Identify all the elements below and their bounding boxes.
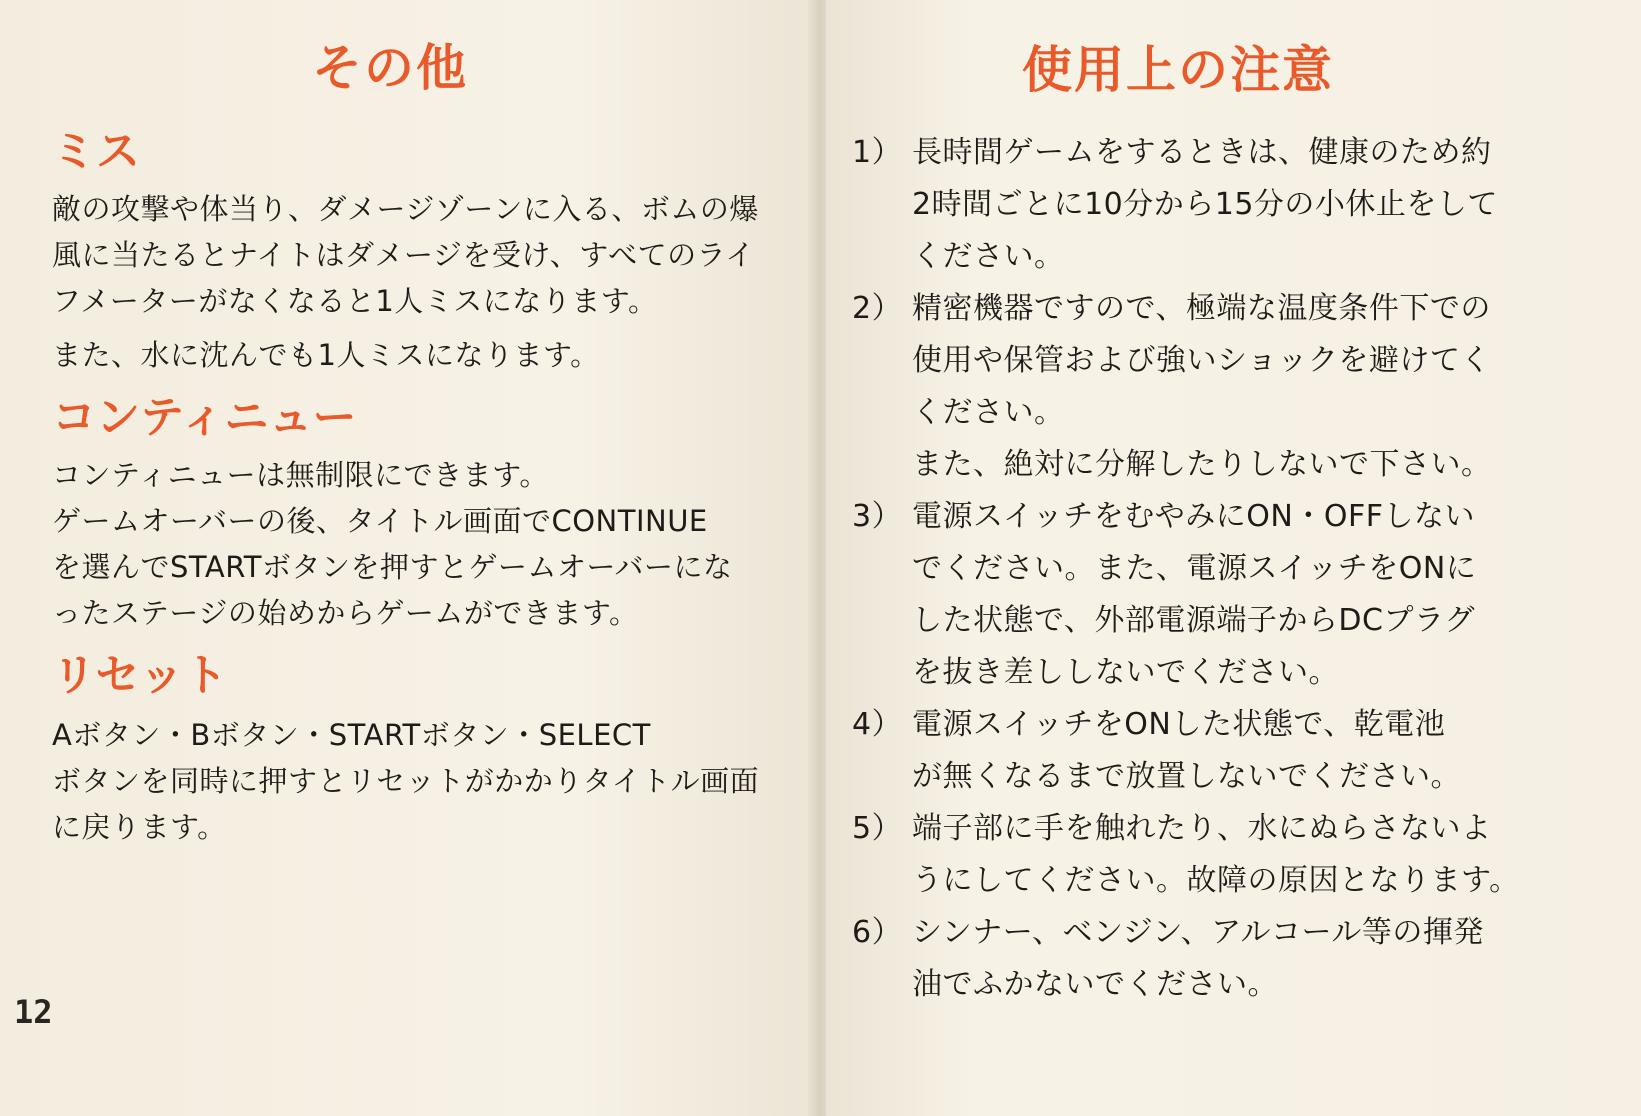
right-page-title: 使用上の注意 [1022,41,1334,99]
body-line: 敵の攻撃や体当り、ダメージゾーンに入る、ボムの爆 [52,192,759,226]
caution-item [852,803,1612,907]
caution-number: 3） [852,499,903,534]
section-heading-miss: ミス [52,126,140,177]
body-line: を選んでSTARTボタンを押すとゲームオーバーにな [52,550,733,584]
body-line: ボタンを同時に押すとリセットがかかりタイトル画面 [52,764,760,798]
caution-number: 4） [852,707,903,742]
caution-number: 5） [852,811,903,846]
body-line: に戻ります。 [52,810,227,844]
body-line: また、水に沈んでも1人ミスになります。 [52,338,600,372]
body-line: フメーターがなくなると1人ミスになります。 [52,284,658,318]
caution-line: また、絶対に分解したりしないで下さい。 [912,447,1492,482]
left-page-title: その他 [312,39,468,97]
body-line: コンティニューは無制限にできます。 [52,458,549,492]
caution-number: 1） [852,135,903,170]
caution-number: 2） [852,291,903,326]
caution-line: ください。 [912,239,1065,274]
caution-item [852,699,1612,803]
caution-line: 端子部に手を触れたり、水にぬらさないよ [912,811,1492,846]
caution-list [852,127,1612,1011]
page-number: 12 [14,993,53,1031]
caution-number: 6） [852,915,903,950]
caution-item [852,491,1612,699]
section-heading-continue: コンティニュー [52,392,357,443]
caution-line: シンナー、ベンジン、アルコール等の揮発 [912,915,1484,950]
caution-line: 長時間ゲームをするときは、健康のため約 [912,135,1492,170]
caution-line: 電源スイッチをONした状態で、乾電池 [912,707,1446,742]
caution-line: を抜き差ししないでください。 [912,655,1339,690]
caution-line: でください。また、電源スイッチをONに [912,551,1477,586]
body-line: Aボタン・Bボタン・STARTボタン・SELECT [52,718,651,752]
caution-line: うにしてください。故障の原因となります。 [912,863,1520,898]
caution-line: 使用や保管および強いショックを避けてく [912,343,1491,378]
caution-line: 油でふかないでください。 [912,967,1278,1002]
section-body-reset [52,712,792,850]
caution-line: 2時間ごとに10分から15分の小休止をして [912,187,1498,222]
caution-line: ください。 [912,395,1065,430]
caution-line: 精密機器ですので、極端な温度条件下での [912,291,1491,326]
section-heading-reset: リセット [52,650,228,701]
section-body-continue [52,452,792,636]
caution-line: が無くなるまで放置しないでください。 [912,759,1461,794]
body-line: ったステージの始めからゲームができます。 [52,596,639,630]
caution-item [852,283,1612,491]
caution-item [852,127,1612,283]
section-body-miss [52,186,792,378]
body-line: ゲームオーバーの後、タイトル画面でCONTINUE [52,504,708,538]
caution-line: 電源スイッチをむやみにON・OFFしない [912,499,1475,534]
body-line: 風に当たるとナイトはダメージを受け、すべてのライ [52,238,755,272]
caution-line: した状態で、外部電源端子からDCプラグ [912,603,1475,638]
caution-item [852,907,1612,1011]
